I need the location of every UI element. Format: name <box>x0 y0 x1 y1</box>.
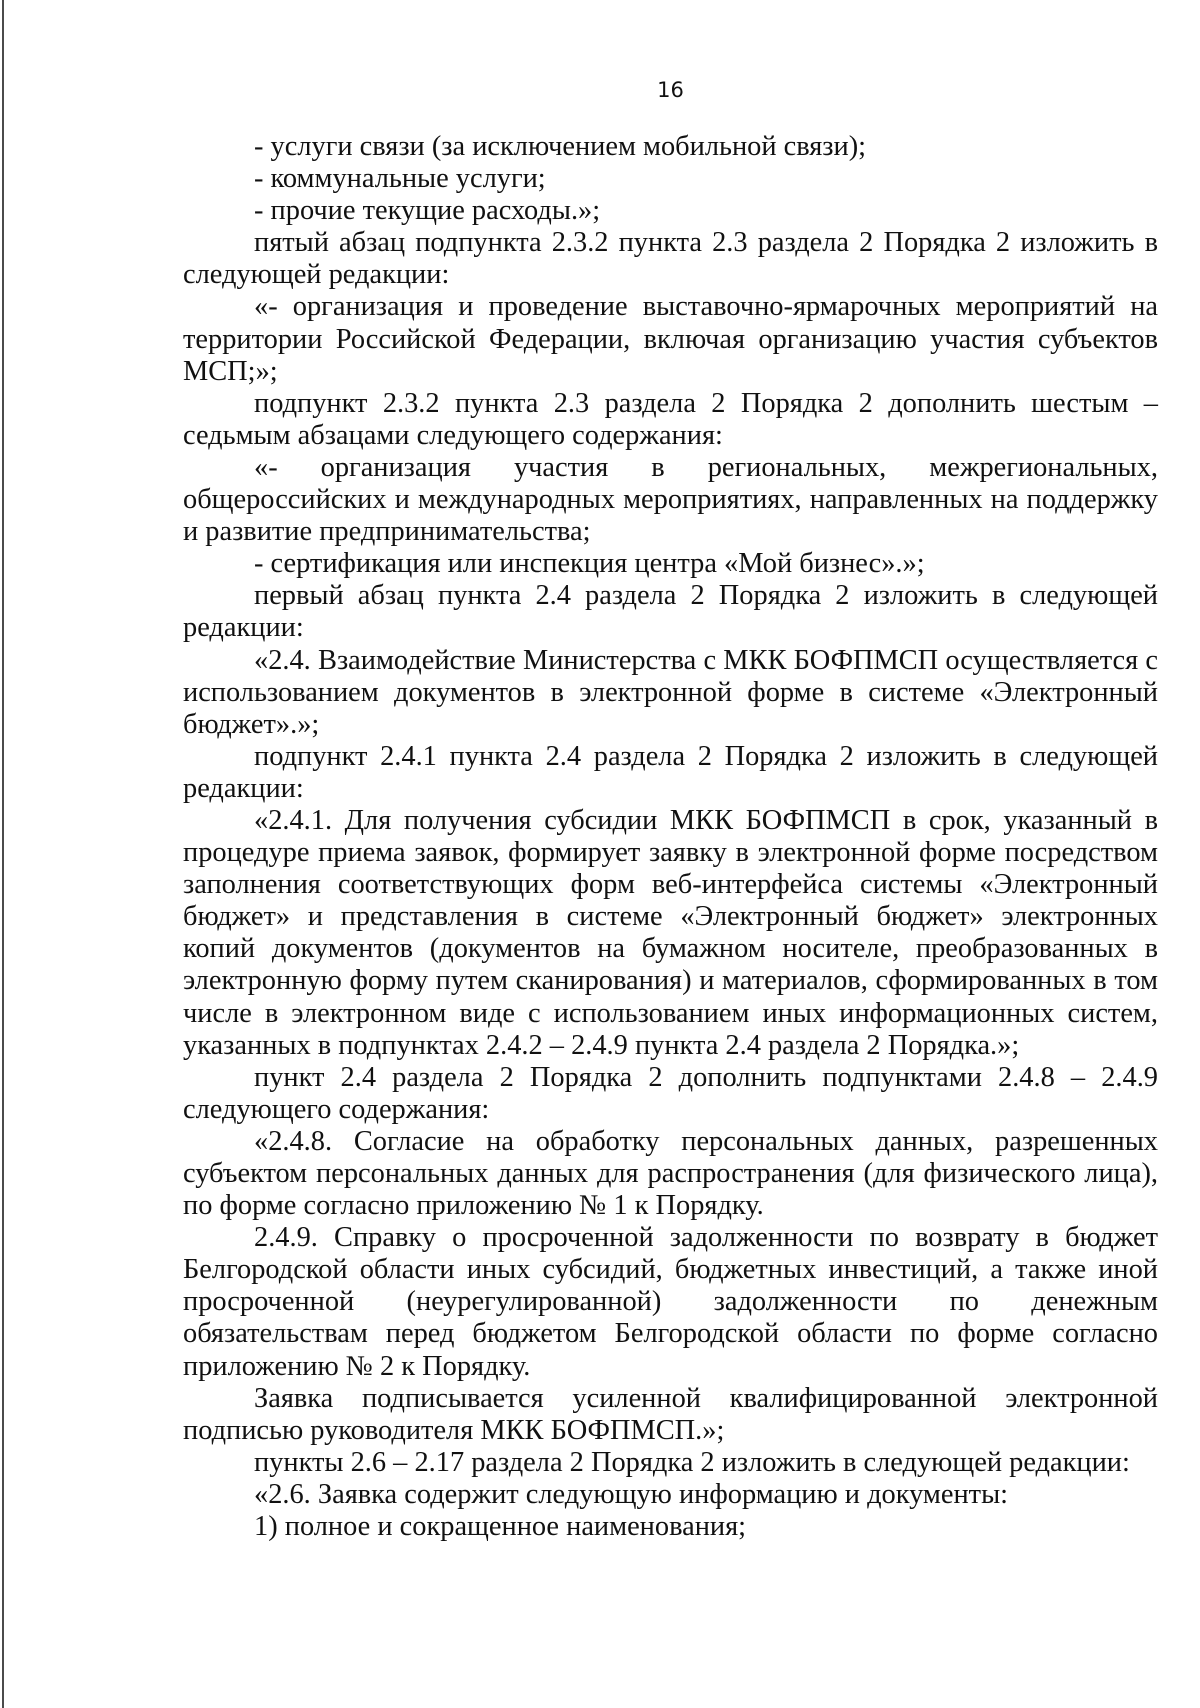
paragraph: подпункт 2.3.2 пункта 2.3 раздела 2 Порядка 2 дополнить шестым – седьмым абзацами следующего содержания: <box>183 387 1158 451</box>
paragraph: подпункт 2.4.1 пункта 2.4 раздела 2 Порядка 2 изложить в следующей редакции: <box>183 740 1158 804</box>
paragraph: «2.6. Заявка содержит следующую информацию и документы: <box>254 1478 1009 1510</box>
paragraph: 2.4.9. Справку о просроченной задолженности по возврату в бюджет Белгородской области иных субсидий, бюджетных инвестиций, а также иной просроченной (неурегулированной) задолженности по денежным обязательствам перед бюджетом Белгородской области по форме согласно приложению № 2 к Порядку. <box>183 1222 1158 1382</box>
paragraph: - коммунальные услуги; <box>254 163 546 195</box>
paragraph: пункты 2.6 – 2.17 раздела 2 Порядка 2 изложить в следующей редакции: <box>254 1446 1130 1478</box>
paragraph: пункт 2.4 раздела 2 Порядка 2 дополнить подпунктами 2.4.8 – 2.4.9 следующего содержания: <box>183 1061 1158 1125</box>
paragraph: - сертификация или инспекция центра «Мой бизнес».»; <box>254 548 925 580</box>
paragraph: пятый абзац подпункта 2.3.2 пункта 2.3 раздела 2 Порядка 2 изложить в следующей редакции: <box>183 227 1158 291</box>
paragraph: - услуги связи (за исключением мобильной связи); <box>254 131 867 162</box>
paragraph: «2.4.1. Для получения субсидии МКК БОФПМСП в срок, указанный в процедуре приема заявок, формирует заявку в электронной форме посредством заполнения соответствующих форм веб-интерфейса системы «Электронный бюджет» и представления в системе «Электронный бюджет» электронных копий документов (документов на бумажном носителе, преобразованных в электронную форму путем сканирования) и материалов, сформированных в том числе в электронном виде с использованием иных информационных систем, указанных в подпунктах 2.4.2 – 2.4.9 пункта 2.4 раздела 2 Порядка.»; <box>183 804 1158 1061</box>
paragraph: «- организация участия в региональных, межрегиональных, общероссийских и международных мероприятиях, направленных на поддержку и развитие предпринимательства; <box>183 451 1158 548</box>
paragraph: - прочие текущие расходы.»; <box>254 195 601 227</box>
paragraph: первый абзац пункта 2.4 раздела 2 Порядка 2 изложить в следующей редакции: <box>183 580 1158 644</box>
page-number: 16 <box>657 78 684 102</box>
paragraph: «2.4.8. Согласие на обработку персональных данных, разрешенных субъектом персональных данных для распространения (для физического лица), по форме согласно приложению № 1 к Порядку. <box>183 1125 1158 1222</box>
paragraph: 1) полное и сокращенное наименования; <box>254 1511 747 1543</box>
scan-edge-line <box>2 0 4 1708</box>
paragraph: Заявка подписывается усиленной квалифицированной электронной подписью руководителя МКК БОФПМСП.»; <box>183 1382 1158 1446</box>
paragraph: «2.4. Взаимодействие Министерства с МКК БОФПМСП осуществляется с использованием документов в электронной форме в системе «Электронный бюджет».»; <box>183 644 1158 740</box>
document-body <box>183 131 1158 1543</box>
paragraph: «- организация и проведение выставочно-ярмарочных мероприятий на территории Российской Федерации, включая организацию участия субъектов МСП;»; <box>183 291 1158 387</box>
